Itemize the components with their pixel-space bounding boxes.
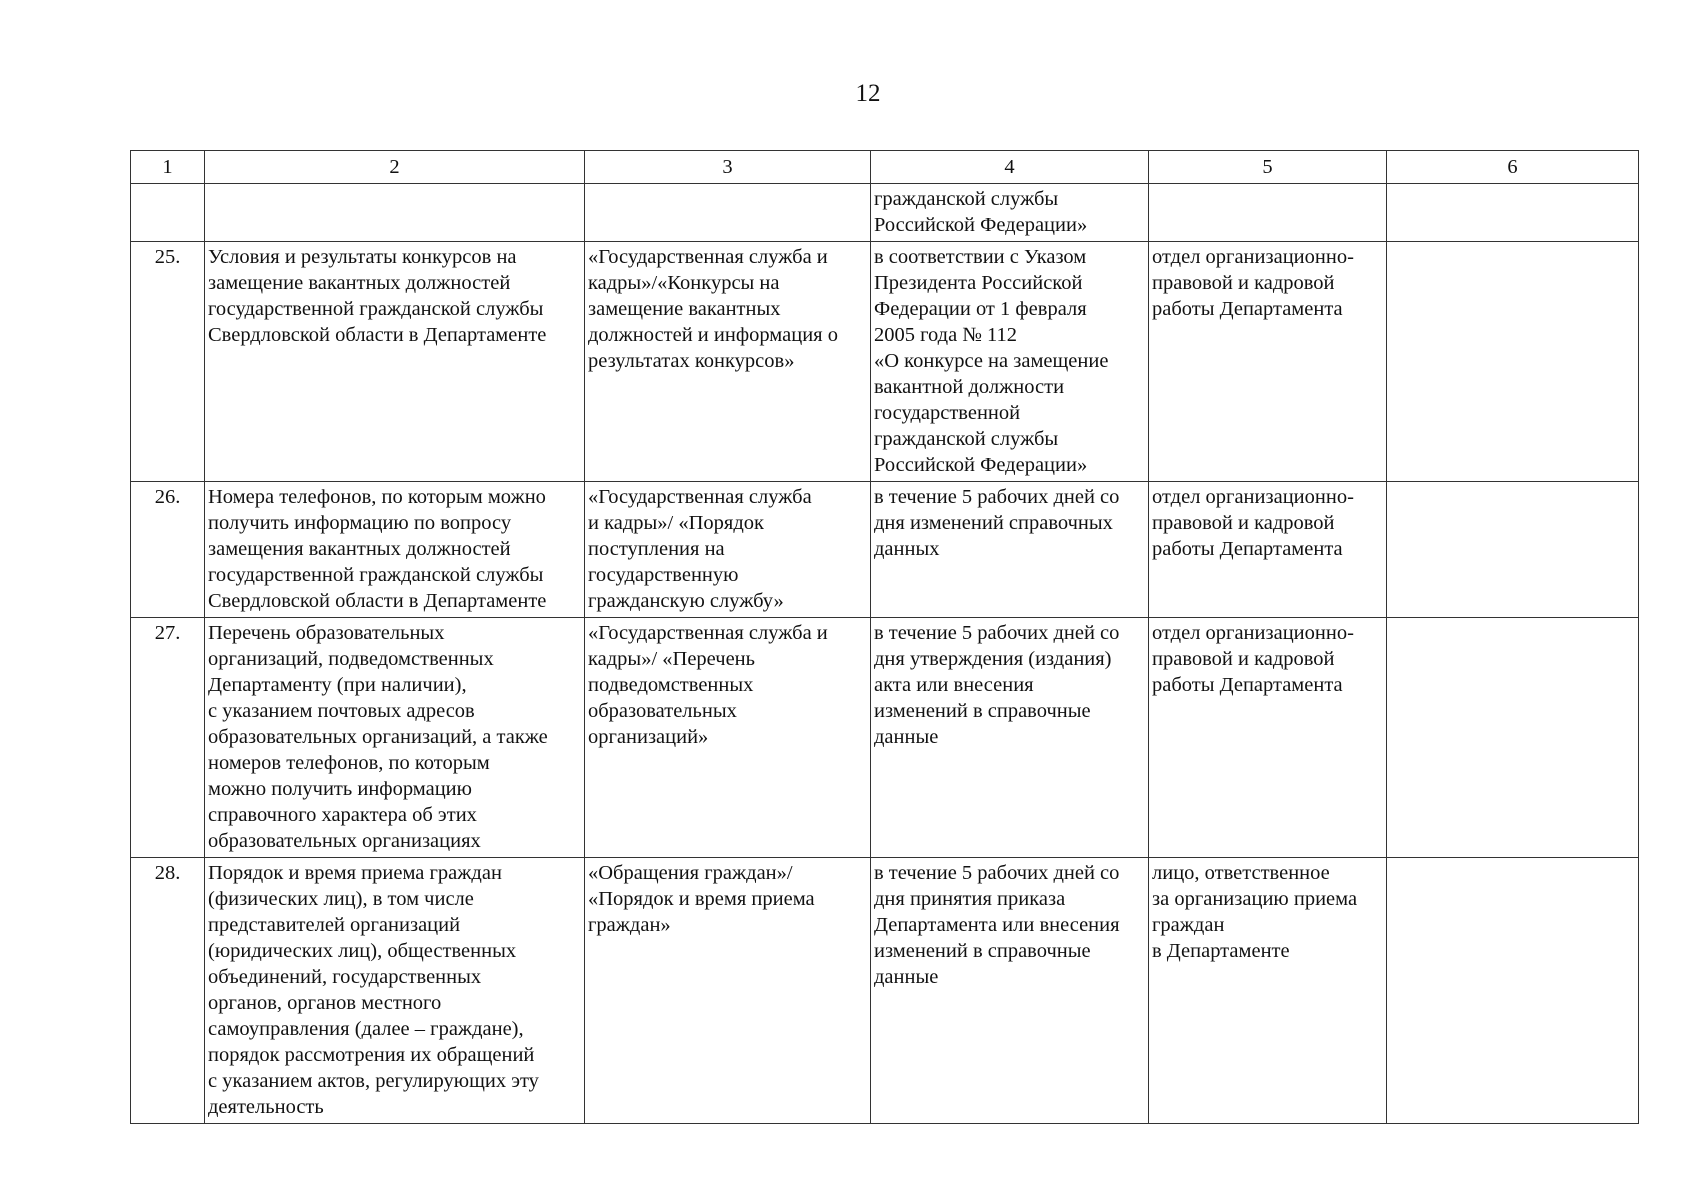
term-cell: в течение 5 рабочих дней со дня изменений справочных данных	[871, 482, 1149, 618]
section-cell: «Обращения граждан»/ «Порядок и время приема граждан»	[585, 858, 871, 1124]
table-row	[131, 618, 1639, 858]
document-table	[130, 150, 1639, 1124]
item-cell: Перечень образовательных организаций, подведомственных Департаменту (при наличии), с указанием почтовых адресов образовательных организаций, а также номеров телефонов, по которым можно получить информацию справочного характера об этих образовательных организациях	[205, 618, 585, 858]
section-cell: «Государственная служба и кадры»/«Конкурсы на замещение вакантных должностей и информация о результатах конкурсов»	[585, 242, 871, 482]
row-number: 27.	[131, 618, 205, 858]
note-cell	[1387, 242, 1639, 482]
header-cell: 3	[585, 151, 871, 184]
table-row	[131, 482, 1639, 618]
item-cell	[205, 184, 585, 242]
responsible-cell: отдел организационно- правовой и кадровой работы Департамента	[1149, 482, 1387, 618]
table-row	[131, 184, 1639, 242]
section-cell	[585, 184, 871, 242]
item-cell: Условия и результаты конкурсов на замещение вакантных должностей государственной гражданской службы Свердловской области в Департаменте	[205, 242, 585, 482]
section-cell: «Государственная служба и кадры»/ «Порядок поступления на государственную гражданскую службу»	[585, 482, 871, 618]
page-number: 12	[855, 80, 881, 107]
item-cell: Порядок и время приема граждан (физических лиц), в том числе представителей организаций (юридических лиц), общественных объединений, государственных органов, органов местного самоуправления (далее – граждане), порядок рассмотрения их обращений с указанием актов, регулирующих эту деятельность	[205, 858, 585, 1124]
header-cell: 5	[1149, 151, 1387, 184]
item-cell: Номера телефонов, по которым можно получить информацию по вопросу замещения вакантных должностей государственной гражданской службы Свердловской области в Департаменте	[205, 482, 585, 618]
header-cell: 4	[871, 151, 1149, 184]
note-cell	[1387, 618, 1639, 858]
header-cell: 2	[205, 151, 585, 184]
note-cell	[1387, 858, 1639, 1124]
row-number	[131, 184, 205, 242]
table-row	[131, 858, 1639, 1124]
table-row	[131, 242, 1639, 482]
section-cell: «Государственная служба и кадры»/ «Перечень подведомственных образовательных организаций»	[585, 618, 871, 858]
responsible-cell: лицо, ответственное за организацию приема граждан в Департаменте	[1149, 858, 1387, 1124]
responsible-cell: отдел организационно- правовой и кадровой работы Департамента	[1149, 618, 1387, 858]
note-cell	[1387, 482, 1639, 618]
term-cell: гражданской службы Российской Федерации»	[871, 184, 1149, 242]
note-cell	[1387, 184, 1639, 242]
responsible-cell: отдел организационно- правовой и кадровой работы Департамента	[1149, 242, 1387, 482]
responsible-cell	[1149, 184, 1387, 242]
header-cell: 1	[131, 151, 205, 184]
row-number: 25.	[131, 242, 205, 482]
term-cell: в течение 5 рабочих дней со дня утверждения (издания) акта или внесения изменений в справочные данные	[871, 618, 1149, 858]
row-number: 28.	[131, 858, 205, 1124]
table-header-row	[131, 151, 1639, 184]
term-cell: в течение 5 рабочих дней со дня принятия приказа Департамента или внесения изменений в справочные данные	[871, 858, 1149, 1124]
header-cell: 6	[1387, 151, 1639, 184]
term-cell: в соответствии с Указом Президента Российской Федерации от 1 февраля 2005 года № 112 «О конкурсе на замещение вакантной должности государственной гражданской службы Российской Федерации»	[871, 242, 1149, 482]
row-number: 26.	[131, 482, 205, 618]
